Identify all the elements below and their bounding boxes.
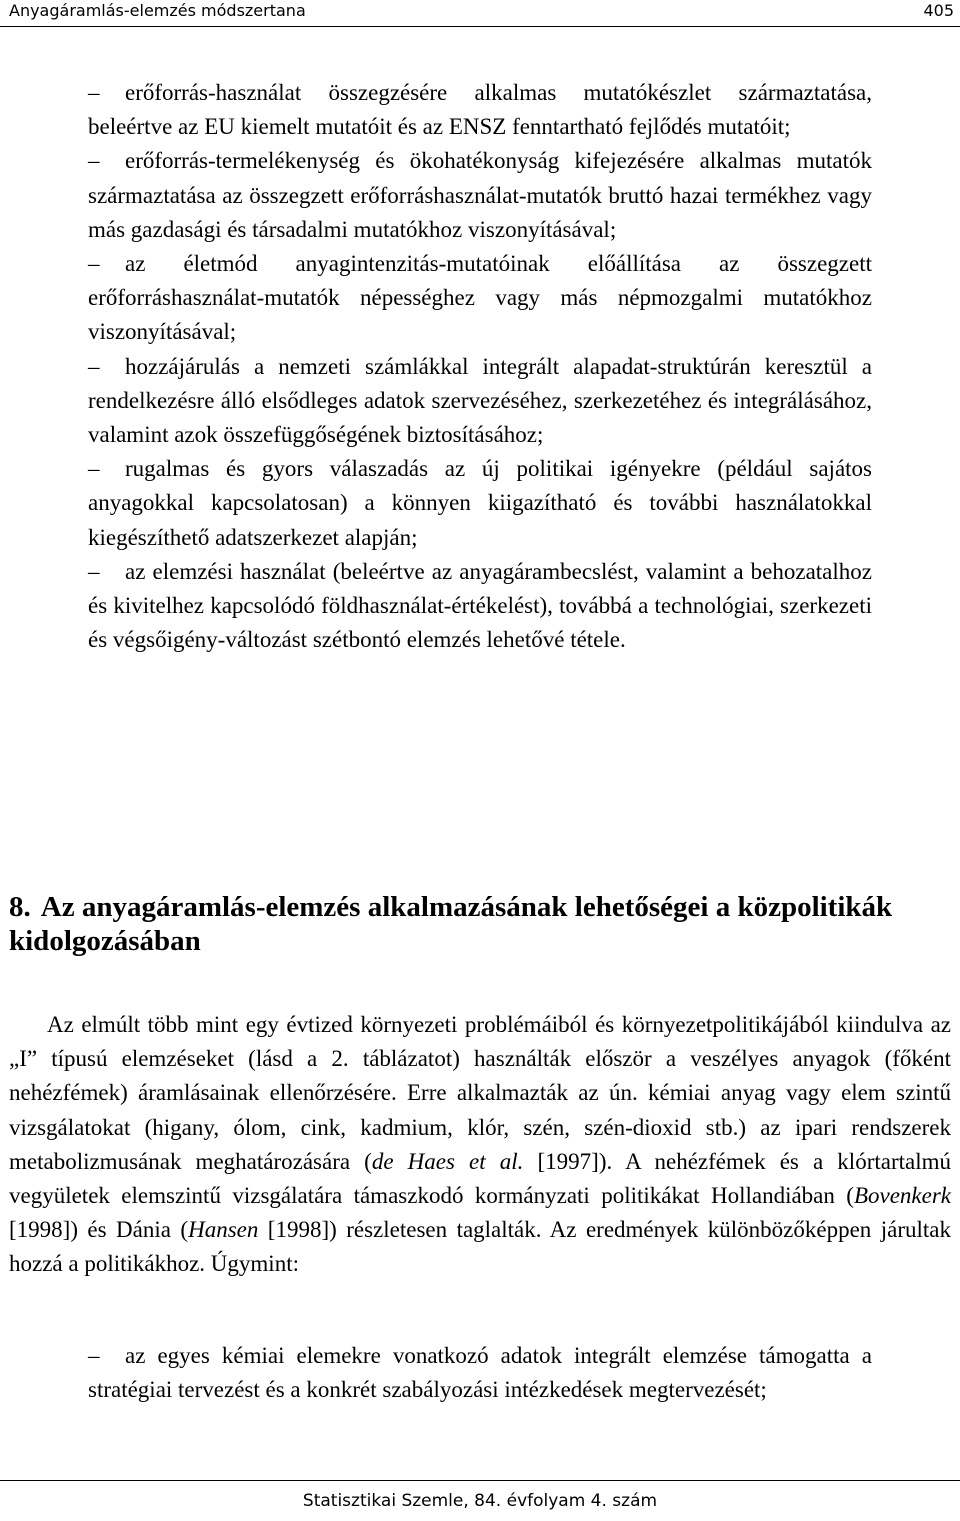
- section-heading: [9, 890, 909, 958]
- citation-author: Bovenkerk: [853, 1183, 951, 1209]
- footer-divider: [0, 1480, 960, 1481]
- list-item-text: az életmód anyagintenzitás-mutatóinak előállítása az összegzett erőforráshasználat-mutatók népességhez vagy más népmozgalmi mutatókhoz viszonyításával;: [88, 251, 872, 345]
- list-item: [88, 555, 872, 658]
- paragraph-text: [1997]). A nehézfémek és a klórtartalmú vegyületek elemszintű vizsgálatára támaszkodó kormányzati politikákat Hollandiában (: [9, 1148, 951, 1209]
- body-paragraph: [9, 1008, 951, 1282]
- running-title: Anyagáramlás-elemzés módszertana: [9, 1, 306, 20]
- list-item: [88, 452, 872, 555]
- list-item: [88, 1339, 872, 1407]
- citation-author: Hansen: [188, 1217, 259, 1243]
- dash-marker: –: [88, 558, 100, 584]
- section-title: Az anyagáramlás-elemzés alkalmazásának lehetőségei a közpolitikák kidolgozásában: [9, 891, 893, 957]
- paragraph-text: [1998]) és Dánia (: [9, 1217, 189, 1243]
- running-header: [0, 0, 960, 27]
- paragraph-text: Az elmúlt több mint egy évtized környezeti problémáiból és környezetpolitikájából kiindulva az „I” típusú elemzéseket (lásd a 2. táblázatot) használták először a veszélyes anyagok (főként nehézfémek) áramlásainak ellenőrzésére. Erre alkalmazták az ún. kémiai anyag vagy elem szintű vizsgálatokat (higany, ólom, cink, kadmium, klór, szén, szén-dioxid stb.) az ipari rendszerek metabolizmusának meghatározására (: [9, 1012, 951, 1174]
- dash-marker: –: [88, 456, 100, 482]
- dash-marker: –: [88, 1343, 100, 1368]
- list-item-text: az egyes kémiai elemekre vonatkozó adatok integrált elemzése támogatta a stratégiai tervezést és a konkrét szabályozási intézkedések megtervezését;: [88, 1343, 872, 1403]
- section-number: 8.: [9, 891, 31, 923]
- bullet-list-top: [88, 76, 872, 657]
- list-item: [88, 76, 872, 144]
- list-item-text: rugalmas és gyors válaszadás az új politikai igényekre (például sajátos anyagokkal kapcsolatosan) a könnyen kiigazítható és további használatokkal kiegészíthető adatszerkezet alapján;: [88, 456, 872, 550]
- dash-marker: –: [88, 80, 100, 105]
- dash-marker: –: [88, 251, 100, 277]
- bullet-list-bottom: [88, 1339, 872, 1407]
- page-footer: Statisztikai Szemle, 84. évfolyam 4. szám: [302, 1491, 658, 1511]
- list-item: [88, 350, 872, 453]
- dash-marker: –: [88, 148, 100, 174]
- list-item-text: erőforrás-termelékenység és ökohatékonyság kifejezésére alkalmas mutatók származtatása az összegzett erőforráshasználat-mutatók bruttó hazai termékhez vagy más gazdasági és társadalmi mutatókhoz viszonyításával;: [88, 148, 872, 242]
- list-item: [88, 144, 872, 247]
- list-item-text: erőforrás-használat összegzésére alkalmas mutatókészlet származtatása, beleértve az EU kiemelt mutatóit és az ENSZ fenntartható fejlődés mutatóit;: [88, 80, 872, 140]
- list-item-text: hozzájárulás a nemzeti számlákkal integrált alapadat-struktúrán keresztül a rendelkezésre álló elsődleges adatok szervezéséhez, szerkezetéhez és integrálásához, valamint azok összefüggőségének biztosításához;: [88, 353, 872, 448]
- page-number: 405: [923, 1, 954, 20]
- paragraph-text: [1998]) részletesen taglalták. Az eredmények különbözőképpen járultak hozzá a politikákhoz. Úgymint:: [9, 1217, 952, 1277]
- dash-marker: –: [88, 353, 100, 379]
- citation-author: de Haes et al.: [371, 1148, 524, 1174]
- list-item: [88, 247, 872, 350]
- list-item-text: az elemzési használat (beleértve az anyagárambecslést, valamint a behozatalhoz és kivitelhez kapcsolódó földhasználat-értékelést), továbbá a technológiai, szerkezeti és végsőigény-változást szétbontó elemzés lehetővé tétele.: [88, 558, 872, 653]
